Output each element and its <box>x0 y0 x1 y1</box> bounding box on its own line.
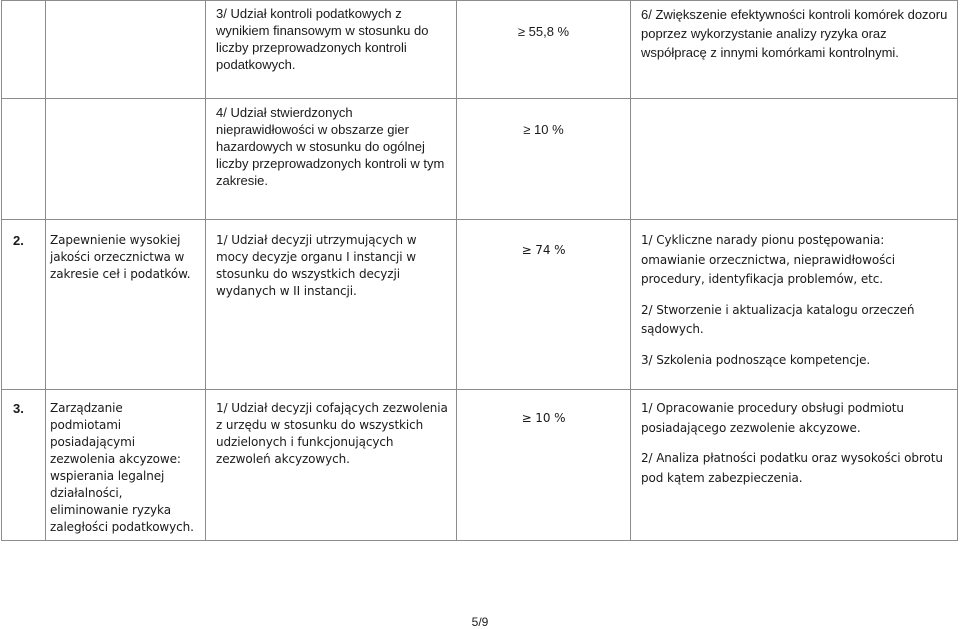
actions-cell <box>631 390 958 541</box>
indicator-text: 1/ Udział decyzji cofających zezwolenia z urzędu w stosunku do wszystkich udzielonych i funkcjonujących zezwoleń akcyzowych. <box>216 401 448 466</box>
indicator-text: 3/ Udział kontroli podatkowych z wynikiem finansowym w stosunku do liczby przeprowadzonych kontroli podatkowych. <box>216 6 429 72</box>
indicator-text: 4/ Udział stwierdzonych nieprawidłowości w obszarze gier hazardowych w stosunku do ogólnej liczby przeprowadzonych kontroli w tym zakresie. <box>216 105 445 188</box>
row-number <box>2 99 46 220</box>
page-number: 5/9 <box>471 615 489 629</box>
measure-cell <box>457 99 631 220</box>
action-item: 1/ Cykliczne narady pionu postępowania: omawianie orzecznictwa, nieprawidłowości procedury, identyfikacja problemów, etc. <box>641 233 896 286</box>
measure-value: ≥ 10 % <box>523 122 564 137</box>
measure-cell <box>457 390 631 541</box>
goal-cell: Zarządzanie podmiotami posiadającymi zezwolenia akcyzowe: wspierania legalnej działalności, eliminowanie ryzyka zaległości podatkowych. <box>46 390 206 541</box>
actions-cell <box>631 1 958 99</box>
action-item: 1/ Opracowanie procedury obsługi podmiotu posiadającego zezwolenie akcyzowe. <box>641 401 904 435</box>
table-row <box>2 390 958 541</box>
table-row <box>2 99 958 220</box>
table-row <box>2 1 958 99</box>
indicator-cell <box>206 99 457 220</box>
action-item: 6/ Zwiększenie efektywności kontroli komórek dozoru poprzez wykorzystanie analizy ryzyka oraz współpracę z innymi komórkami kontrolnymi. <box>641 7 948 60</box>
measure-value: ≥ 10 % <box>521 411 566 425</box>
row-number <box>2 1 46 99</box>
goal-cell: Zapewnienie wysokiej jakości orzecznictwa w zakresie ceł i podatków. <box>46 220 206 390</box>
actions-cell <box>631 99 958 220</box>
measure-cell <box>457 1 631 99</box>
indicator-cell <box>206 1 457 99</box>
action-item: 3/ Szkolenia podnoszące kompetencje. <box>641 352 871 367</box>
row-number: 2. <box>2 220 46 390</box>
goal-cell <box>46 1 206 99</box>
indicator-cell <box>206 390 457 541</box>
actions-cell <box>631 220 958 390</box>
measure-value: ≥ 55,8 % <box>517 24 570 39</box>
action-item: 2/ Analiza płatności podatku oraz wysokości obrotu pod kątem zabezpieczenia. <box>641 451 943 485</box>
goal-cell <box>46 99 206 220</box>
indicator-cell <box>206 220 457 390</box>
goals-table <box>1 0 958 541</box>
row-number: 3. <box>2 390 46 541</box>
measure-value: ≥ 74 % <box>521 243 566 257</box>
action-item: 2/ Stworzenie i aktualizacja katalogu orzeczeń sądowych. <box>641 302 915 336</box>
measure-cell <box>457 220 631 390</box>
table-row <box>2 220 958 390</box>
indicator-text: 1/ Udział decyzji utrzymujących w mocy decyzje organu I instancji w stosunku do wszystkich decyzji wydanych w II instancji. <box>216 233 417 298</box>
